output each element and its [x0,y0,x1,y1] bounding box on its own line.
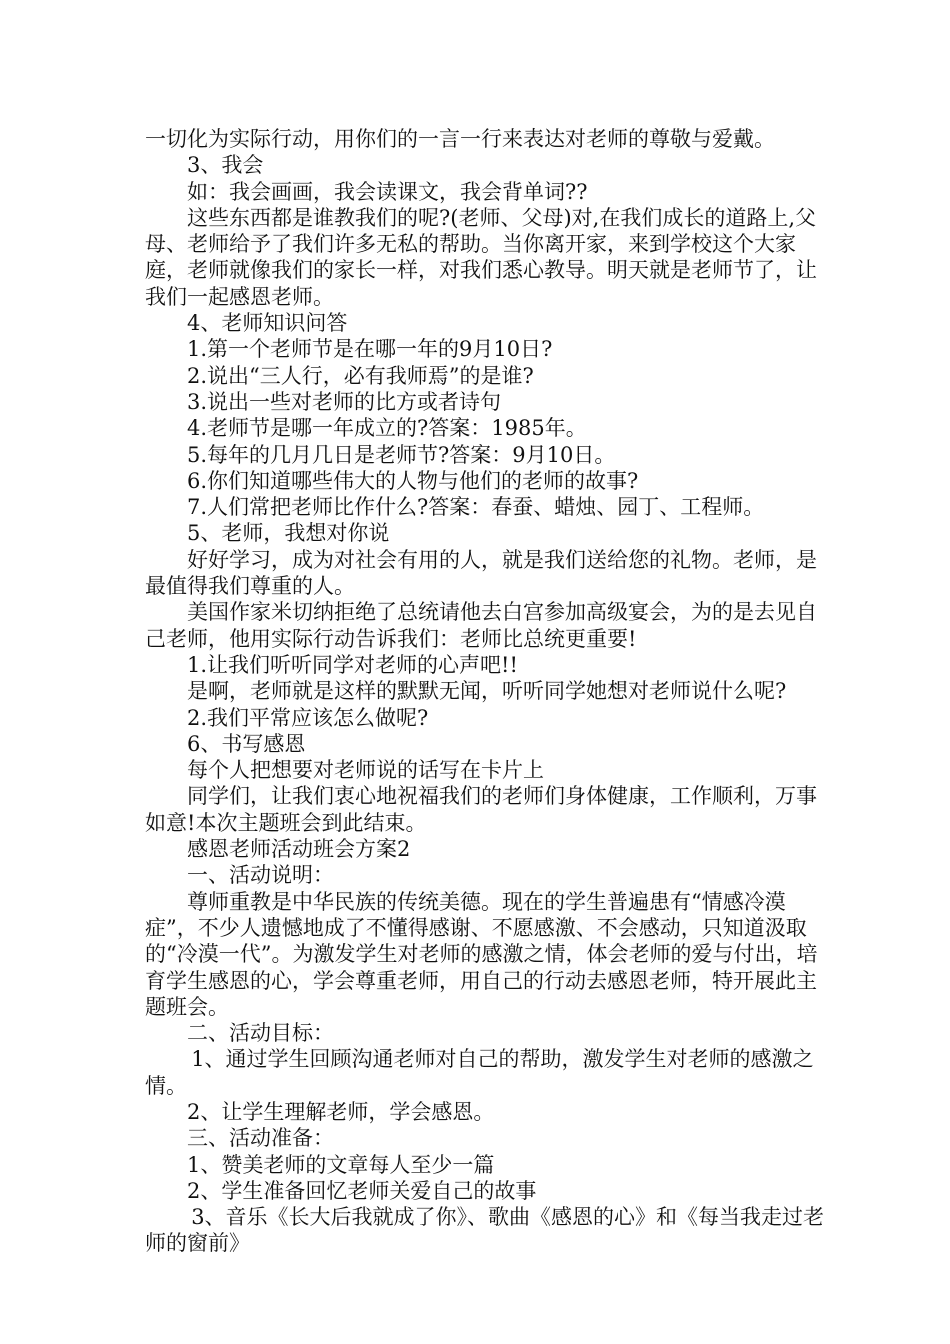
document-body [145,126,825,1257]
paragraph: 一切化为实际行动，用你们的一言一行来表达对老师的尊敬与爱戴。 [145,127,775,151]
list-item: 4.老师节是哪一年成立的?答案：1985年。 [187,416,587,441]
list-item: 2.我们平常应该怎么做呢? [187,705,429,730]
paragraph: 好好学习，成为对社会有用的人，就是我们送给您的礼物。老师，是最值得我们尊重的人。 [145,547,817,599]
document-subtitle: 感恩老师活动班会方案2 [187,837,411,862]
list-item: 1、通过学生回顾沟通老师对自己的帮助，激发学生对老师的感激之情。 [145,1047,814,1098]
paragraph: 如：我会画画，我会读课文，我会背单词?? [187,179,588,204]
list-item: 2、让学生理解老师，学会感恩。 [187,1099,495,1124]
section-heading: 5、老师，我想对你说 [187,521,390,546]
list-item: 1.让我们听听同学对老师的心声吧!! [187,652,518,677]
paragraph: 尊师重教是中华民族的传统美德。现在的学生普遍患有“情感冷漠症”，不少人遗憾地成了不懂得感谢、不愿感激、不会感动，只知道汲取的“冷漠一代”。为激发学生对老师的感激之情，体会老师的爱与付出，培育学生感恩的心，学会尊重老师，用自己的行动去感恩老师，特开展此主题班会。 [145,889,818,1019]
section-heading: 3、我会 [187,153,264,178]
section-heading: 6、书写感恩 [187,731,306,756]
paragraph: 是啊，老师就是这样的默默无闻，听听同学她想对老师说什么呢? [187,679,787,704]
section-heading: 三、活动准备： [187,1126,334,1151]
section-heading: 一、活动说明： [187,863,334,888]
section-heading: 二、活动目标： [187,1021,334,1046]
list-item: 7.人们常把老师比作什么?答案：春蚕、蜡烛、园丁、工程师。 [187,495,765,520]
list-item: 2、学生准备回忆老师关爱自己的故事 [187,1178,537,1203]
paragraph: 同学们，让我们衷心地祝福我们的老师们身体健康，工作顺利，万事如意!本次主题班会到此结束。 [145,784,817,835]
paragraph: 这些东西都是谁教我们的呢?(老师、父母)对,在我们成长的道路上,父母、老师给予了我们许多无私的帮助。当你离开家，来到学校这个大家庭，老师就像我们的家长一样，对我们悉心教导。明天就是老师节了，让我们一起感恩老师。 [145,205,817,309]
list-item: 3、音乐《长大后我就成了你》、歌曲《感恩的心》和《每当我走过老师的窗前》 [145,1205,825,1256]
list-item: 1、赞美老师的文章每人至少一篇 [187,1152,495,1177]
section-heading: 4、老师知识问答 [187,311,348,336]
list-item: 1.第一个老师节是在哪一年的9月10日? [187,337,553,362]
paragraph: 美国作家米切纳拒绝了总统请他去白宫参加高级宴会，为的是去见自己老师，他用实际行动告诉我们：老师比总统更重要! [145,600,817,651]
list-item: 6.你们知道哪些伟大的人物与他们的老师的故事? [187,468,639,493]
paragraph: 每个人把想要对老师说的话写在卡片上 [187,758,544,783]
list-item: 2.说出“三人行，必有我师焉”的是谁? [187,363,534,388]
list-item: 5.每年的几月几日是老师节?答案：9月10日。 [187,442,616,467]
list-item: 3.说出一些对老师的比方或者诗句 [187,389,502,414]
